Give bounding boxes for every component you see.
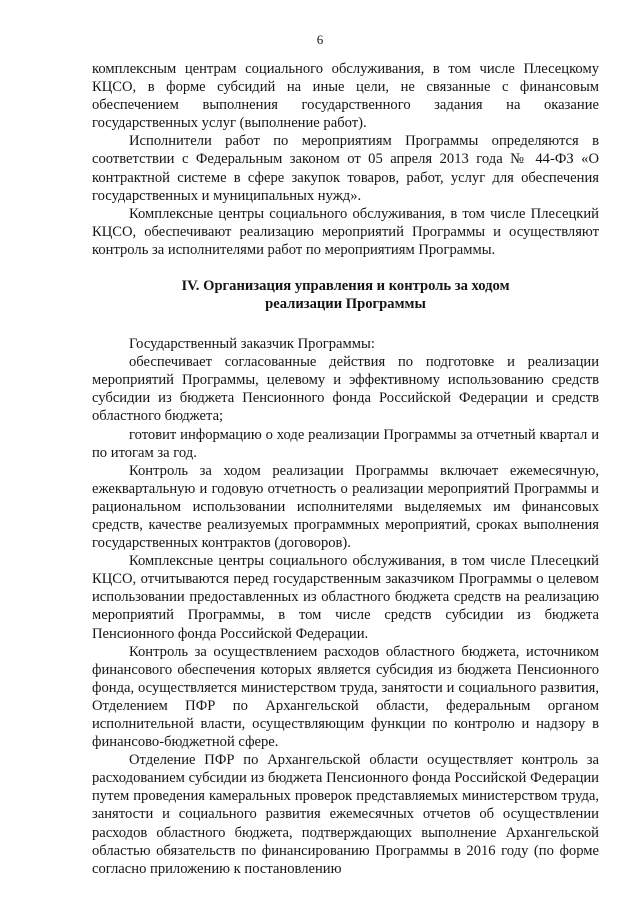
document-body bbox=[92, 60, 599, 878]
paragraph-expense-control: Контроль за осуществлением расходов областного бюджета, источником финансового обеспечения которых является субсидия из бюджета Пенсионного фонда, осуществляется министерством труда, занятости и социального развития, Отделением ПФР по Архангельской области, федеральным органом исполнительной власти, осуществляющим функции по контролю и надзору в финансово-бюджетной сфере. bbox=[92, 643, 599, 751]
paragraph-state-customer: Государственный заказчик Программы: bbox=[129, 336, 375, 353]
paragraph-contractors: Исполнители работ по мероприятиям Программы определяются в соответствии с Федеральным законом от 05 апреля 2013 года № 44-ФЗ «О контрактной системе в сфере закупок товаров, работ, услуг для обеспечения государственных и муниципальных нужд». bbox=[92, 133, 599, 204]
paragraph-continuation: комплексным центрам социального обслуживания, в том числе Плесецкому КЦСО, в форме субсидий на иные цели, не связанные с финансовым обеспечением выполнения государственного задания на оказание государственных услуг (выполнение работ). bbox=[92, 61, 599, 132]
section-heading bbox=[92, 277, 599, 313]
paragraph-pfr-control: Отделение ПФР по Архангельской области осуществляет контроль за расходованием субсидии из бюджета Пенсионного фонда Российской Федерации путем проведения камеральных проверок представляемых министерством труда, занятости и социального развития ежемесячных отчетов об осуществлении расходов областного бюджета, подтверждающих выполнение Архангельской областью обязательств по финансированию Программы в 2016 году (по форме согласно приложению к постановлению bbox=[92, 752, 599, 877]
paragraph-control-reporting: Контроль за ходом реализации Программы включает ежемесячную, ежеквартальную и годовую отчетность о реализации мероприятий Программы и рациональном использовании исполнителями выделяемых им финансовых средств, качестве реализуемых программных мероприятий, сроках выполнения государственных контрактов (договоров). bbox=[92, 462, 599, 552]
paragraph-centers-report: Комплексные центры социального обслуживания, в том числе Плесецкий КЦСО, отчитываются перед государственным заказчиком Программы о целевом использовании предоставленных из областного бюджета средств на реализацию мероприятий Программы, в том числе средств субсидии из бюджета Пенсионного фонда Российской Федерации. bbox=[92, 553, 599, 642]
page-number: 6 bbox=[316, 32, 324, 47]
paragraph-social-centers: Комплексные центры социального обслуживания, в том числе Плесецкий КЦСО, обеспечивают реализацию мероприятий Программы и осуществляют контроль за исполнителями работ по мероприятиям Программы. bbox=[92, 205, 599, 258]
section-heading-line-2: реализации Программы bbox=[265, 296, 426, 313]
paragraph-coordination: обеспечивает согласованные действия по подготовке и реализации мероприятий Программы, целевому и эффективному использованию средств субсидии из бюджета Пенсионного фонда Российской Федерации и средств областного бюджета; bbox=[92, 354, 599, 425]
section-heading-line-1: IV. Организация управления и контроль за ходом bbox=[181, 278, 510, 295]
paragraph-reporting-info: готовит информацию о ходе реализации Программы за отчетный квартал и по итогам за год. bbox=[92, 426, 599, 461]
